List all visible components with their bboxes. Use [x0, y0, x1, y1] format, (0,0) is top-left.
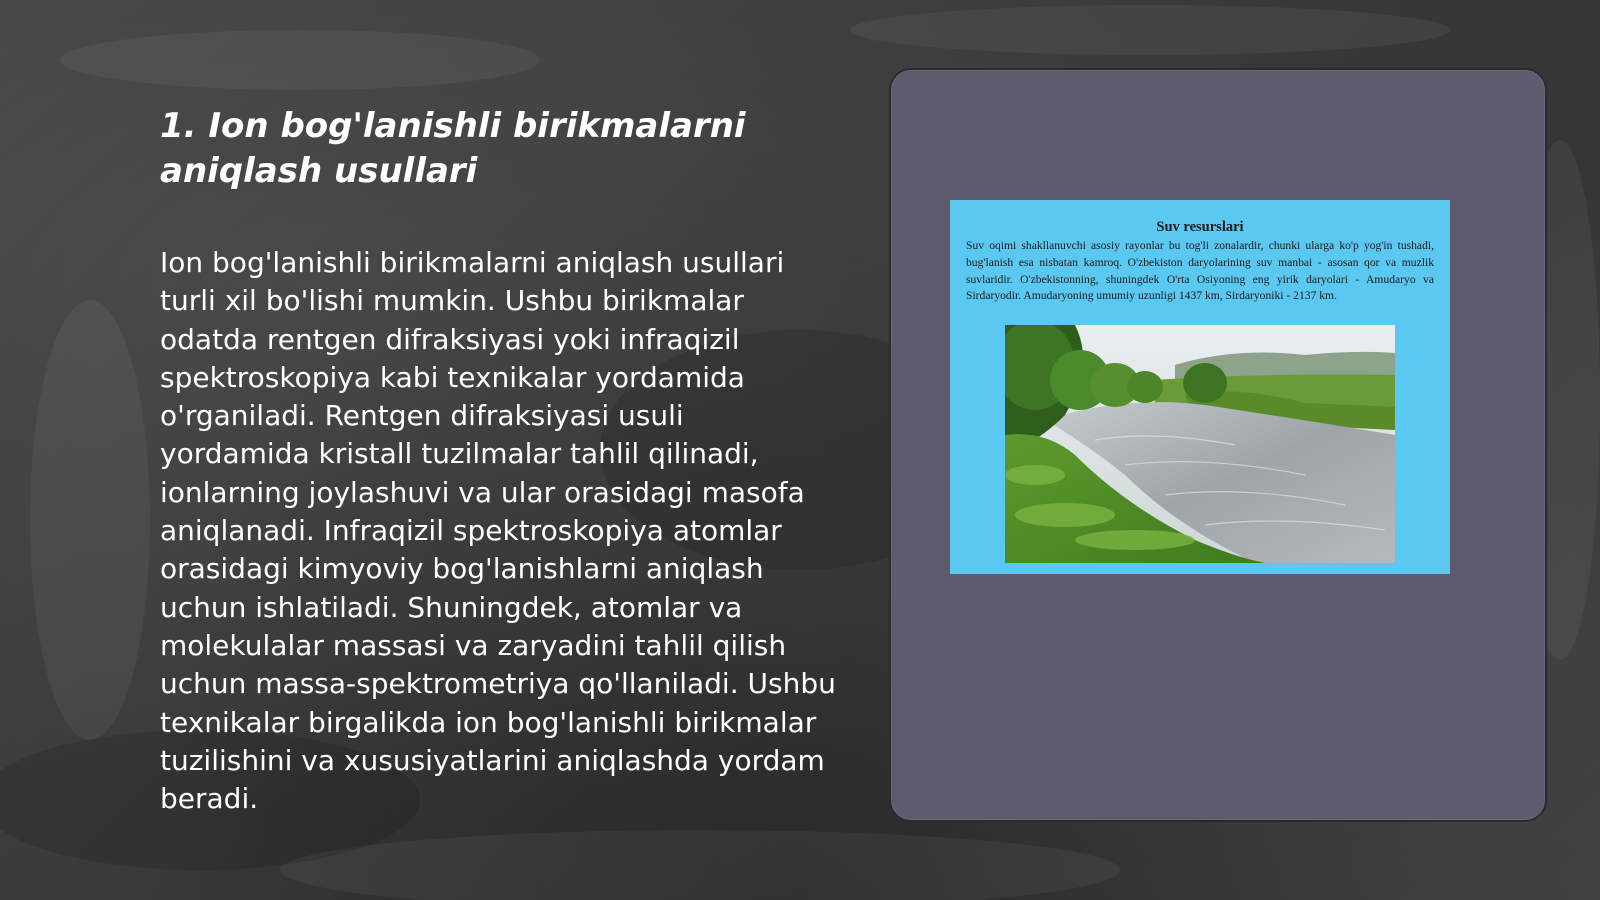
document-image — [950, 200, 1450, 574]
slide-body-text: Ion bog'lanishli birikmalarni aniqlash usullari turli xil bo'lishi mumkin. Ushbu birikmalar odatda rentgen difraksiyasi yoki infraqizil spektroskopiya kabi texnikalar yordamida o'rganiladi. Rentgen difraksiyasi usuli yordamida kristall tuzilmalar tahlil qilinadi, ionlarning joylashuvi va ular orasidagi masofa aniqlanadi. Infraqizil spektroskopiya atomlar orasidagi kimyoviy bog'lanishlarni aniqlash uchun ishlatiladi. Shuningdek, atomlar va molekulalar massasi va zaryadini tahlil qilish uchun massa-spektrometriya qo'llaniladi. Ushbu texnikalar birgalikda ion bog'lanishli birikmalar tuzilishini va xususiyatlarini aniqlashda yordam beradi. — [160, 246, 836, 816]
document-image-heading: Suv resurslari — [1156, 219, 1244, 235]
river-photo — [1005, 325, 1395, 563]
document-image-text: Suv oqimi shakllanuvchi asosiy rayonlar bu tog'li zonalardir, chunki ularga ko'p yog'in tushadi, bug'lanish esa nisbatan kamroq. O'zbekiston daryolarining suv manbai - asosan qor va muzlik suvlaridir. O'zbekistonning, shuningdek O'rta Osiyoning eng yirik daryolari - Amudaryo va Sirdaryodir. Amudaryoning umumiy uzunligi 1437 km, Sirdaryoniki - 2137 km. — [966, 239, 1434, 303]
slide-title: 1. Ion bog'lanishli birikmalarni aniqlash usullari — [160, 106, 746, 191]
